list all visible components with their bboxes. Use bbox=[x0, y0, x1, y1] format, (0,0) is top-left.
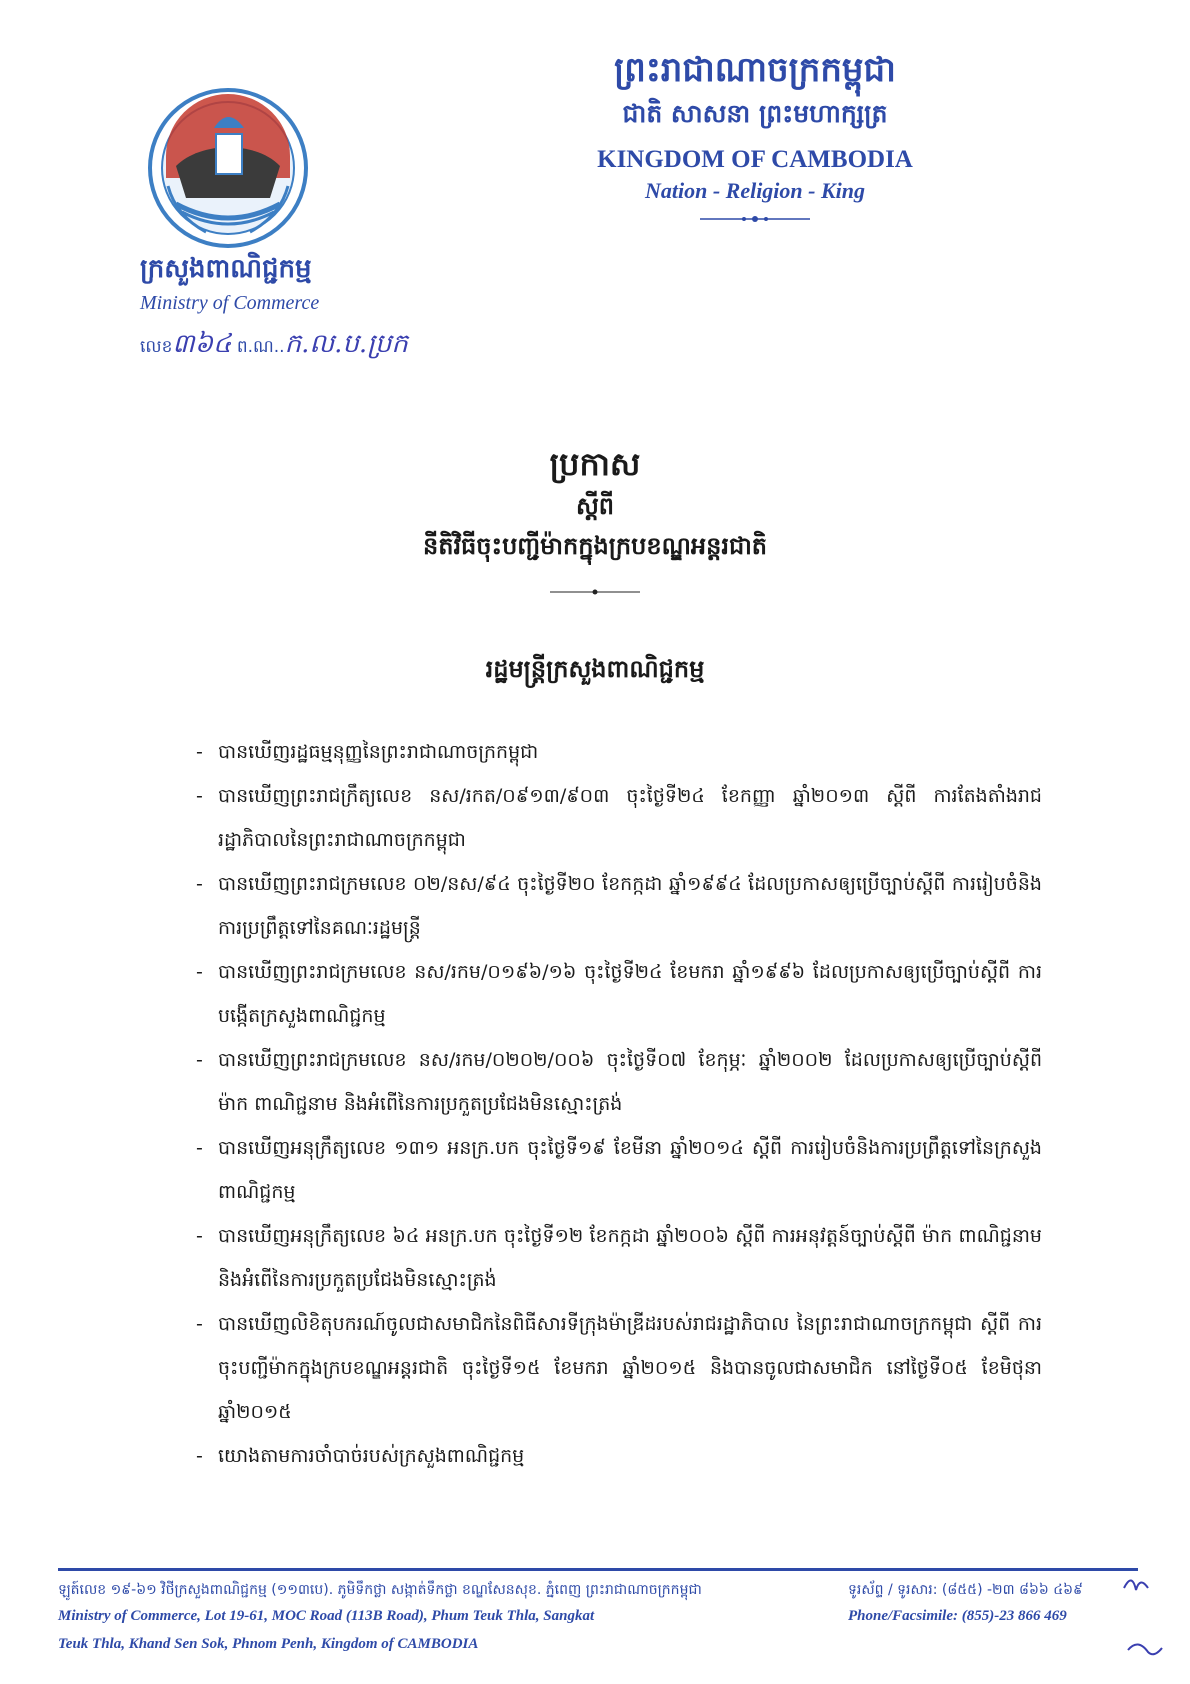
list-item: - បានឃើញរដ្ឋធម្មនុញ្ញនៃព្រះរាជាណាចក្រកម្ពុជា bbox=[196, 741, 539, 763]
list-item: - បានឃើញព្រះរាជក្រឹត្យលេខ នស/រកត/០៩១៣/៩០៣ ចុះថ្ងៃទី២៤ ខែកញ្ញា ឆ្នាំ២០១៣ ស្តីពី ការតែងតាំងរាជរដ្ឋាភិបាលនៃព្រះរាជាណាចក្រកម្ពុជា bbox=[196, 785, 1042, 851]
document-title-block bbox=[200, 442, 990, 600]
kingdom-header bbox=[560, 48, 950, 228]
handwritten-initial-mark bbox=[1118, 1568, 1168, 1668]
ministry-name-kh: ក្រសួងពាណិជ្ជកម្ម bbox=[140, 254, 312, 284]
address-en-line2: Teuk Thla, Khand Sen Sok, Phnom Penh, Kingdom of CAMBODIA bbox=[58, 1636, 479, 1652]
document-type-title: ប្រកាស bbox=[549, 445, 641, 483]
phone-en: Phone/Facsimile: (855)-23 866 469 bbox=[848, 1608, 1067, 1624]
national-motto-en: Nation - Religion - King bbox=[644, 178, 866, 203]
national-motto-kh: ជាតិ សាសនា ព្រះមហាក្សត្រ bbox=[622, 99, 888, 128]
footer-divider bbox=[58, 1568, 1138, 1571]
ref-suffix: ព.ណ.. bbox=[236, 337, 285, 357]
list-item: - បានឃើញលិខិតុបករណ៍ចូលជាសមាជិកនៃពិធីសារទីក្រុងម៉ាឌ្រីដរបស់រាជរដ្ឋាភិបាល នៃព្រះរាជាណាចក្រកម្ពុជា ស្តីពី ការចុះបញ្ជីម៉ាកក្នុងក្របខណ្ឌអន្តរជាតិ ចុះថ្ងៃទី១៥ ខែមករា ឆ្នាំ២០១៥ និងបានចូលជាសមាជិក នៅថ្ងៃទី០៥ ខែមិថុនា ឆ្នាំ២០១៥ bbox=[196, 1313, 1042, 1423]
list-item: - បានឃើញអនុក្រឹត្យលេខ ៦៤ អនក្រ.បក ចុះថ្ងៃទី១២ ខែកក្កដា ឆ្នាំ២០០៦ ស្តីពី ការអនុវត្តន៍ច្បាប់ស្តីពី ម៉ាក ពាណិជ្ជនាម និងអំពើនៃការប្រកួតប្រជែងមិនស្មោះត្រង់ bbox=[196, 1225, 1042, 1291]
list-item: - បានឃើញព្រះរាជក្រមលេខ នស/រកម/០២០២/០០៦ ចុះថ្ងៃទី០៧ ខែកុម្ភៈ ឆ្នាំ២០០២ ដែលប្រកាសឲ្យប្រើច្បាប់ស្តីពី ម៉ាក ពាណិជ្ជនាម និងអំពើនៃការប្រកួតប្រជែងមិនស្មោះត្រង់ bbox=[196, 1049, 1042, 1115]
reference-number-line bbox=[140, 327, 408, 365]
list-item: - បានឃើញព្រះរាជក្រមលេខ ០២/នស/៩៤ ចុះថ្ងៃទី២០ ខែកក្កដា ឆ្នាំ១៩៩៤ ដែលប្រកាសឲ្យប្រើច្បាប់ស្តីពី ការរៀបចំនិងការប្រព្រឹត្តទៅនៃគណៈរដ្ឋមន្ត្រី bbox=[196, 873, 1042, 939]
address-en-line1: Ministry of Commerce, Lot 19-61, MOC Road (113B Road), Phum Teuk Thla, Sangkat bbox=[58, 1608, 595, 1624]
footer-address bbox=[58, 1578, 838, 1658]
ministry-logo-seal bbox=[146, 86, 310, 250]
document-subject: នីតិវិធីចុះបញ្ជីម៉ាកក្នុងក្របខណ្ឌអន្តរជាតិ bbox=[422, 531, 768, 560]
ministry-name-en: Ministry of Commerce bbox=[140, 292, 320, 314]
phone-kh: ទូរស័ព្ទ / ទូរសារ: (៨៥៥) -២៣ ៨៦៦ ៤៦៩ bbox=[848, 1582, 1083, 1598]
list-item: - យោងតាមការចាំបាច់របស់ក្រសួងពាណិជ្ជកម្ម bbox=[196, 1445, 525, 1467]
title-separator bbox=[550, 588, 640, 596]
kingdom-name-en: KINGDOM OF CAMBODIA bbox=[597, 146, 913, 173]
ref-number-handwritten: ៣៦៤ bbox=[172, 329, 232, 359]
ref-prefix: លេខ bbox=[140, 337, 173, 357]
title-subject-label: ស្តីពី bbox=[575, 491, 615, 520]
ref-code-handwritten: ក.ល.ប.ប្រក bbox=[284, 329, 408, 359]
minister-heading: រដ្ឋមន្ត្រីក្រសួងពាណិជ្ជកម្ម bbox=[485, 654, 705, 683]
list-item: - បានឃើញអនុក្រឹត្យលេខ ១៣១ អនក្រ.បក ចុះថ្ងៃទី១៩ ខែមីនា ឆ្នាំ២០១៤ ស្តីពី ការរៀបចំនិងការប្រព្រឹត្តទៅនៃក្រសួងពាណិជ្ជកម្ម bbox=[196, 1137, 1042, 1203]
address-kh: ឡូត៍លេខ ១៩-៦១ វិថីក្រសួងពាណិជ្ជកម្ម (១១៣បេ). ភូមិទឹកថ្លា សង្កាត់ទឹកថ្លា ខណ្ឌសែនសុខ. ភ្នំពេញ ព្រះរាជាណាចក្រកម្ពុជា bbox=[58, 1582, 702, 1598]
footer-contact bbox=[848, 1578, 1098, 1630]
kingdom-name-kh: ព្រះរាជាណាចក្រកម្ពុជា bbox=[614, 50, 896, 90]
header-ornament bbox=[700, 214, 810, 224]
list-item: - បានឃើញព្រះរាជក្រមលេខ នស/រកម/០១៩៦/១៦ ចុះថ្ងៃទី២៤ ខែមករា ឆ្នាំ១៩៩៦ ដែលប្រកាសឲ្យប្រើច្បាប់ស្តីពី ការបង្កើតក្រសួងពាណិជ្ជកម្ម bbox=[196, 961, 1042, 1027]
considerations-list bbox=[196, 730, 1042, 1478]
